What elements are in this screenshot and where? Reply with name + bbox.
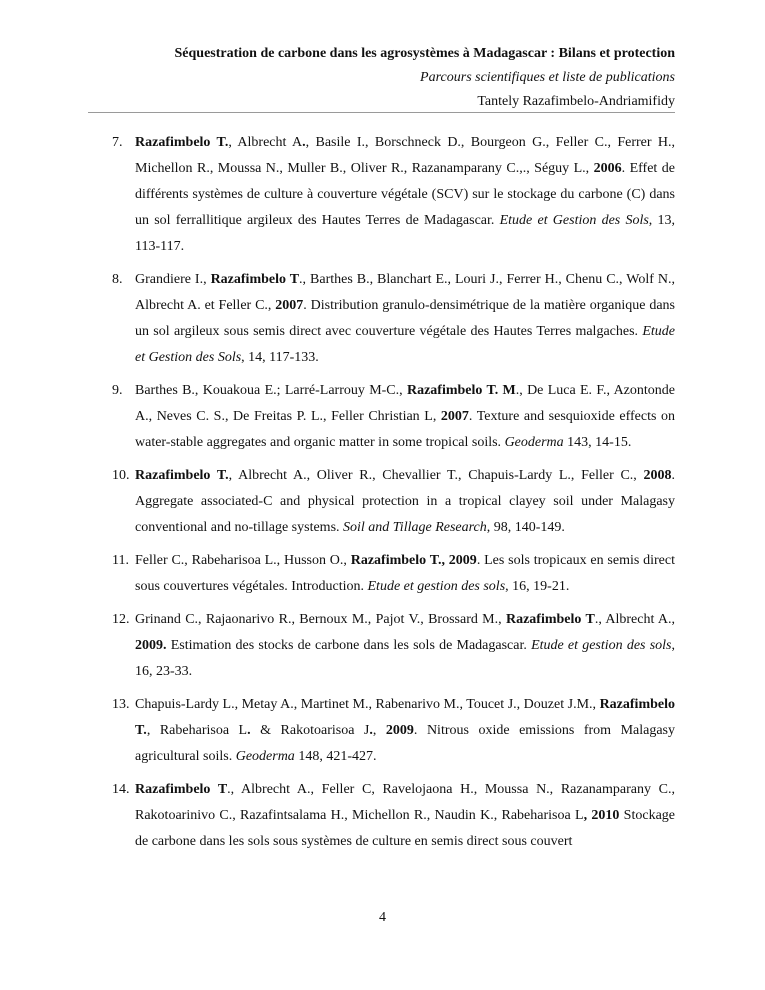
- publication-item: [112, 130, 675, 260]
- citation-journal-title: Geoderma: [504, 435, 564, 450]
- publication-citation: [135, 468, 675, 535]
- citation-text: ., De Luca E. F., Azontonde A., Neves C. S., De Freitas P. L., Feller Christian L,: [135, 383, 675, 424]
- citation-text: Grandiere I.,: [135, 272, 211, 287]
- citation-text: , Albrecht A., Oliver R., Chevallier T., Chapuis-Lardy L., Feller C.,: [228, 468, 644, 483]
- publication-number: 7.: [112, 135, 123, 150]
- publication-item: [112, 692, 675, 770]
- citation-bold-text: Razafimbelo T.: [135, 135, 229, 150]
- citation-text: . Nitrous oxide emissions from Malagasy agricultural soils.: [135, 723, 676, 764]
- citation-text: ., Albrecht A.,: [594, 612, 676, 627]
- citation-journal-title: Etude et gestion des sols: [531, 638, 672, 653]
- publication-item: [112, 267, 675, 371]
- publication-citation: [135, 272, 675, 365]
- citation-bold-text: Razafimbelo T.: [135, 468, 229, 483]
- publication-number: 11.: [112, 553, 129, 568]
- publication-list: [112, 130, 675, 862]
- publication-number: 10.: [112, 468, 130, 483]
- publication-citation: [135, 553, 675, 594]
- citation-bold-text: 2006: [593, 161, 622, 176]
- citation-bold-text: 2007: [440, 409, 469, 424]
- citation-text: Feller C., Rabeharisoa L., Husson O.,: [135, 553, 351, 568]
- citation-text: , 16, 23-33.: [135, 638, 675, 679]
- citation-text: , 98, 140-149.: [486, 520, 565, 535]
- citation-text: . Les sols tropicaux en semis direct sous couvertures végétales. Introduction.: [135, 553, 676, 594]
- citation-text: Estimation des stocks de carbone dans les sols de Madagascar.: [166, 638, 532, 653]
- citation-text: & Rakotoarisoa J: [250, 723, 370, 738]
- publication-number: 14.: [112, 782, 130, 797]
- citation-bold-text: .: [247, 723, 251, 738]
- citation-bold-text: Razafimbelo T., 2009: [350, 553, 477, 568]
- citation-text: . Aggregate associated-C and physical protection in a tropical clayey soil under Malagasy conventional and no-tillage systems.: [135, 468, 675, 535]
- citation-bold-text: Razafimbelo T: [505, 612, 595, 627]
- publication-number: 9.: [112, 383, 123, 398]
- publication-item: [112, 777, 675, 855]
- citation-text: ., Barthes B., Blanchart E., Louri J., Ferrer H., Chenu C., Wolf N., Albrecht A. et Feller C.,: [135, 272, 675, 313]
- citation-text: , Basile I., Borschneck D., Bourgeon G., Feller C., Ferrer H., Michellon R., Moussa N., Muller B., Oliver R., Razanamparany C.,., Séguy L.,: [135, 135, 675, 176]
- header-divider: [88, 112, 675, 113]
- publication-item: [112, 607, 675, 685]
- page-number: 4: [379, 910, 386, 925]
- citation-text: Stockage de carbone dans les sols sous systèmes de culture en semis direct sous couvert: [135, 808, 675, 849]
- citation-text: ., Albrecht A., Feller C, Ravelojaona H., Moussa N., Razanamparany C., Rakotoarinivo C., Razafintsalama H., Michellon R., Naudin K., Rabeharisoa L: [135, 782, 675, 823]
- citation-journal-title: Geoderma: [235, 749, 295, 764]
- citation-text: 148, 421-427.: [294, 749, 377, 764]
- citation-bold-text: .: [302, 135, 306, 150]
- publication-citation: [135, 782, 675, 849]
- citation-text: Grinand C., Rajaonarivo R., Bernoux M., Pajot V., Brossard M.,: [135, 612, 506, 627]
- citation-bold-text: 2009: [385, 723, 414, 738]
- citation-text: . Texture and sesquioxide effects on water-stable aggregates and organic matter in some tropical soils.: [135, 409, 675, 450]
- publication-citation: [135, 612, 675, 679]
- publication-citation: [135, 135, 675, 254]
- citation-journal-title: Etude et gestion des sols: [367, 579, 506, 594]
- citation-text: , 13, 113-117.: [135, 213, 676, 254]
- citation-text: , Albrecht A: [228, 135, 303, 150]
- publication-citation: [135, 383, 675, 450]
- header-title: Séquestration de carbone dans les agrosystèmes à Madagascar : Bilans et protection: [174, 46, 675, 61]
- citation-bold-text: .: [369, 723, 373, 738]
- publication-number: 13.: [112, 697, 130, 712]
- citation-bold-text: 2008: [643, 468, 672, 483]
- citation-text: Chapuis-Lardy L., Metay A., Martinet M., Rabenarivo M., Toucet J., Douzet J.M.,: [135, 697, 600, 712]
- citation-text: Barthes B., Kouakoua E.; Larré-Larrouy M-C.,: [135, 383, 407, 398]
- publication-number: 8.: [112, 272, 123, 287]
- citation-bold-text: 2007: [275, 298, 304, 313]
- citation-text: , 16, 19-21.: [505, 579, 570, 594]
- publication-number: 12.: [112, 612, 130, 627]
- publication-item: [112, 378, 675, 456]
- citation-bold-text: Razafimbelo T. M: [406, 383, 516, 398]
- citation-text: , Rabeharisoa L: [146, 723, 248, 738]
- citation-bold-text: Razafimbelo T: [135, 782, 228, 797]
- citation-text: ,: [372, 723, 386, 738]
- citation-journal-title: Etude et Gestion des Sols: [499, 213, 649, 228]
- header-author: Tantely Razafimbelo-Andriamifidy: [477, 94, 675, 109]
- citation-bold-text: Razafimbelo T.: [135, 697, 675, 738]
- page-header: [88, 42, 675, 114]
- citation-journal-title: Soil and Tillage Research: [343, 520, 487, 535]
- citation-text: . Effet de différents systèmes de culture à couverture végétale (SCV) sur le stockage du carbone (C) dans un sol ferrallitique argileux des Hautes Terres de Madagascar.: [135, 161, 675, 228]
- citation-text: . Distribution granulo-densimétrique de la matière organique dans un sol argileux sous semis direct avec couverture végétale des Hautes Terres malgaches.: [135, 298, 675, 339]
- citation-bold-text: Razafimbelo T: [210, 272, 300, 287]
- publication-item: [112, 548, 675, 600]
- header-subtitle: Parcours scientifiques et liste de publications: [420, 70, 675, 85]
- citation-bold-text: 2009.: [135, 638, 167, 653]
- publication-item: [112, 463, 675, 541]
- publication-citation: [135, 697, 675, 764]
- citation-text: , 14, 117-133.: [241, 350, 319, 365]
- citation-journal-title: Etude et Gestion des Sols: [135, 324, 675, 365]
- citation-text: 143, 14-15.: [563, 435, 632, 450]
- citation-bold-text: , 2010: [583, 808, 620, 823]
